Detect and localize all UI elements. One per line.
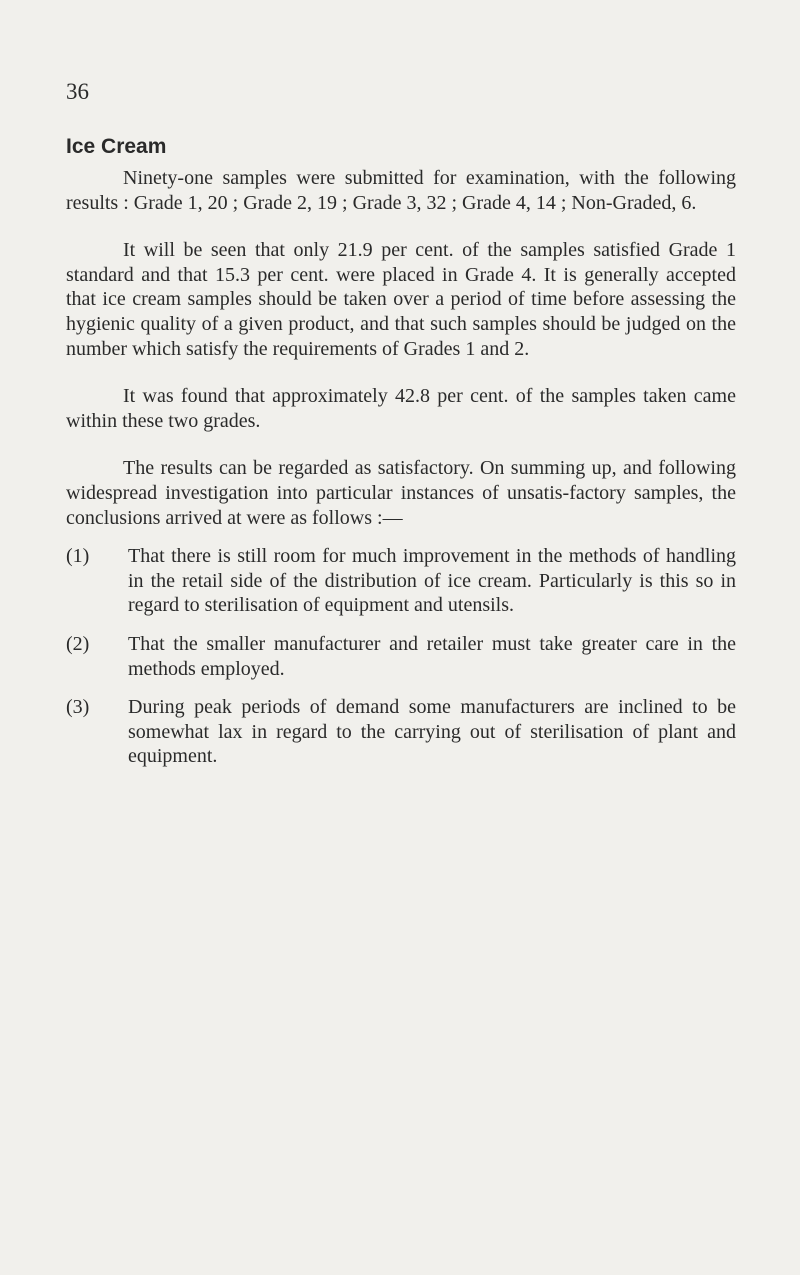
section-heading: Ice Cream (66, 135, 167, 158)
conclusion-number: (3) (66, 696, 90, 719)
conclusion-text: That the smaller manufacturer and retailer must take greater care in the methods employed. (128, 632, 736, 680)
paragraph-results: Ninety-one samples were submitted for examination, with the following results : Grade 1, 20 ; Grade 2, 19 ; Grade 3, 32 ; Grade 4, 14 ; Non-Graded, 6. (66, 167, 736, 214)
conclusion-item (66, 632, 736, 681)
section-body (66, 166, 736, 783)
paragraph-summary-intro: The results can be regarded as satisfactory. On summing up, and following widespread investigation into particular instances of unsatis-factory samples, the conclusions arrived at were as follows :— (66, 457, 736, 529)
paragraph-approximate-percentage: It was found that approximately 42.8 per cent. of the samples taken came within these two grades. (66, 385, 736, 432)
conclusion-number: (2) (66, 632, 90, 655)
conclusion-item (66, 544, 736, 618)
conclusion-item (66, 695, 736, 769)
conclusion-text: That there is still room for much improvement in the methods of handling in the retail side of the distribution of ice cream. Particularly is this so in regard to sterilisation of equipment and utensils. (128, 545, 736, 617)
paragraph-grade-analysis: It will be seen that only 21.9 per cent. of the samples satisfied Grade 1 standard and that 15.3 per cent. were placed in Grade 4. It is generally accepted that ice cream samples should be taken over a period of time before assessing the hygienic quality of a given product, and that such samples should be judged on the number which satisfy the requirements of Grades 1 and 2. (66, 239, 736, 360)
page-number: 36 (66, 79, 89, 104)
conclusion-number: (1) (66, 545, 90, 568)
conclusion-text: During peak periods of demand some manufacturers are inclined to be somewhat lax in regard to the carrying out of sterilisation of plant and equipment. (128, 696, 736, 768)
